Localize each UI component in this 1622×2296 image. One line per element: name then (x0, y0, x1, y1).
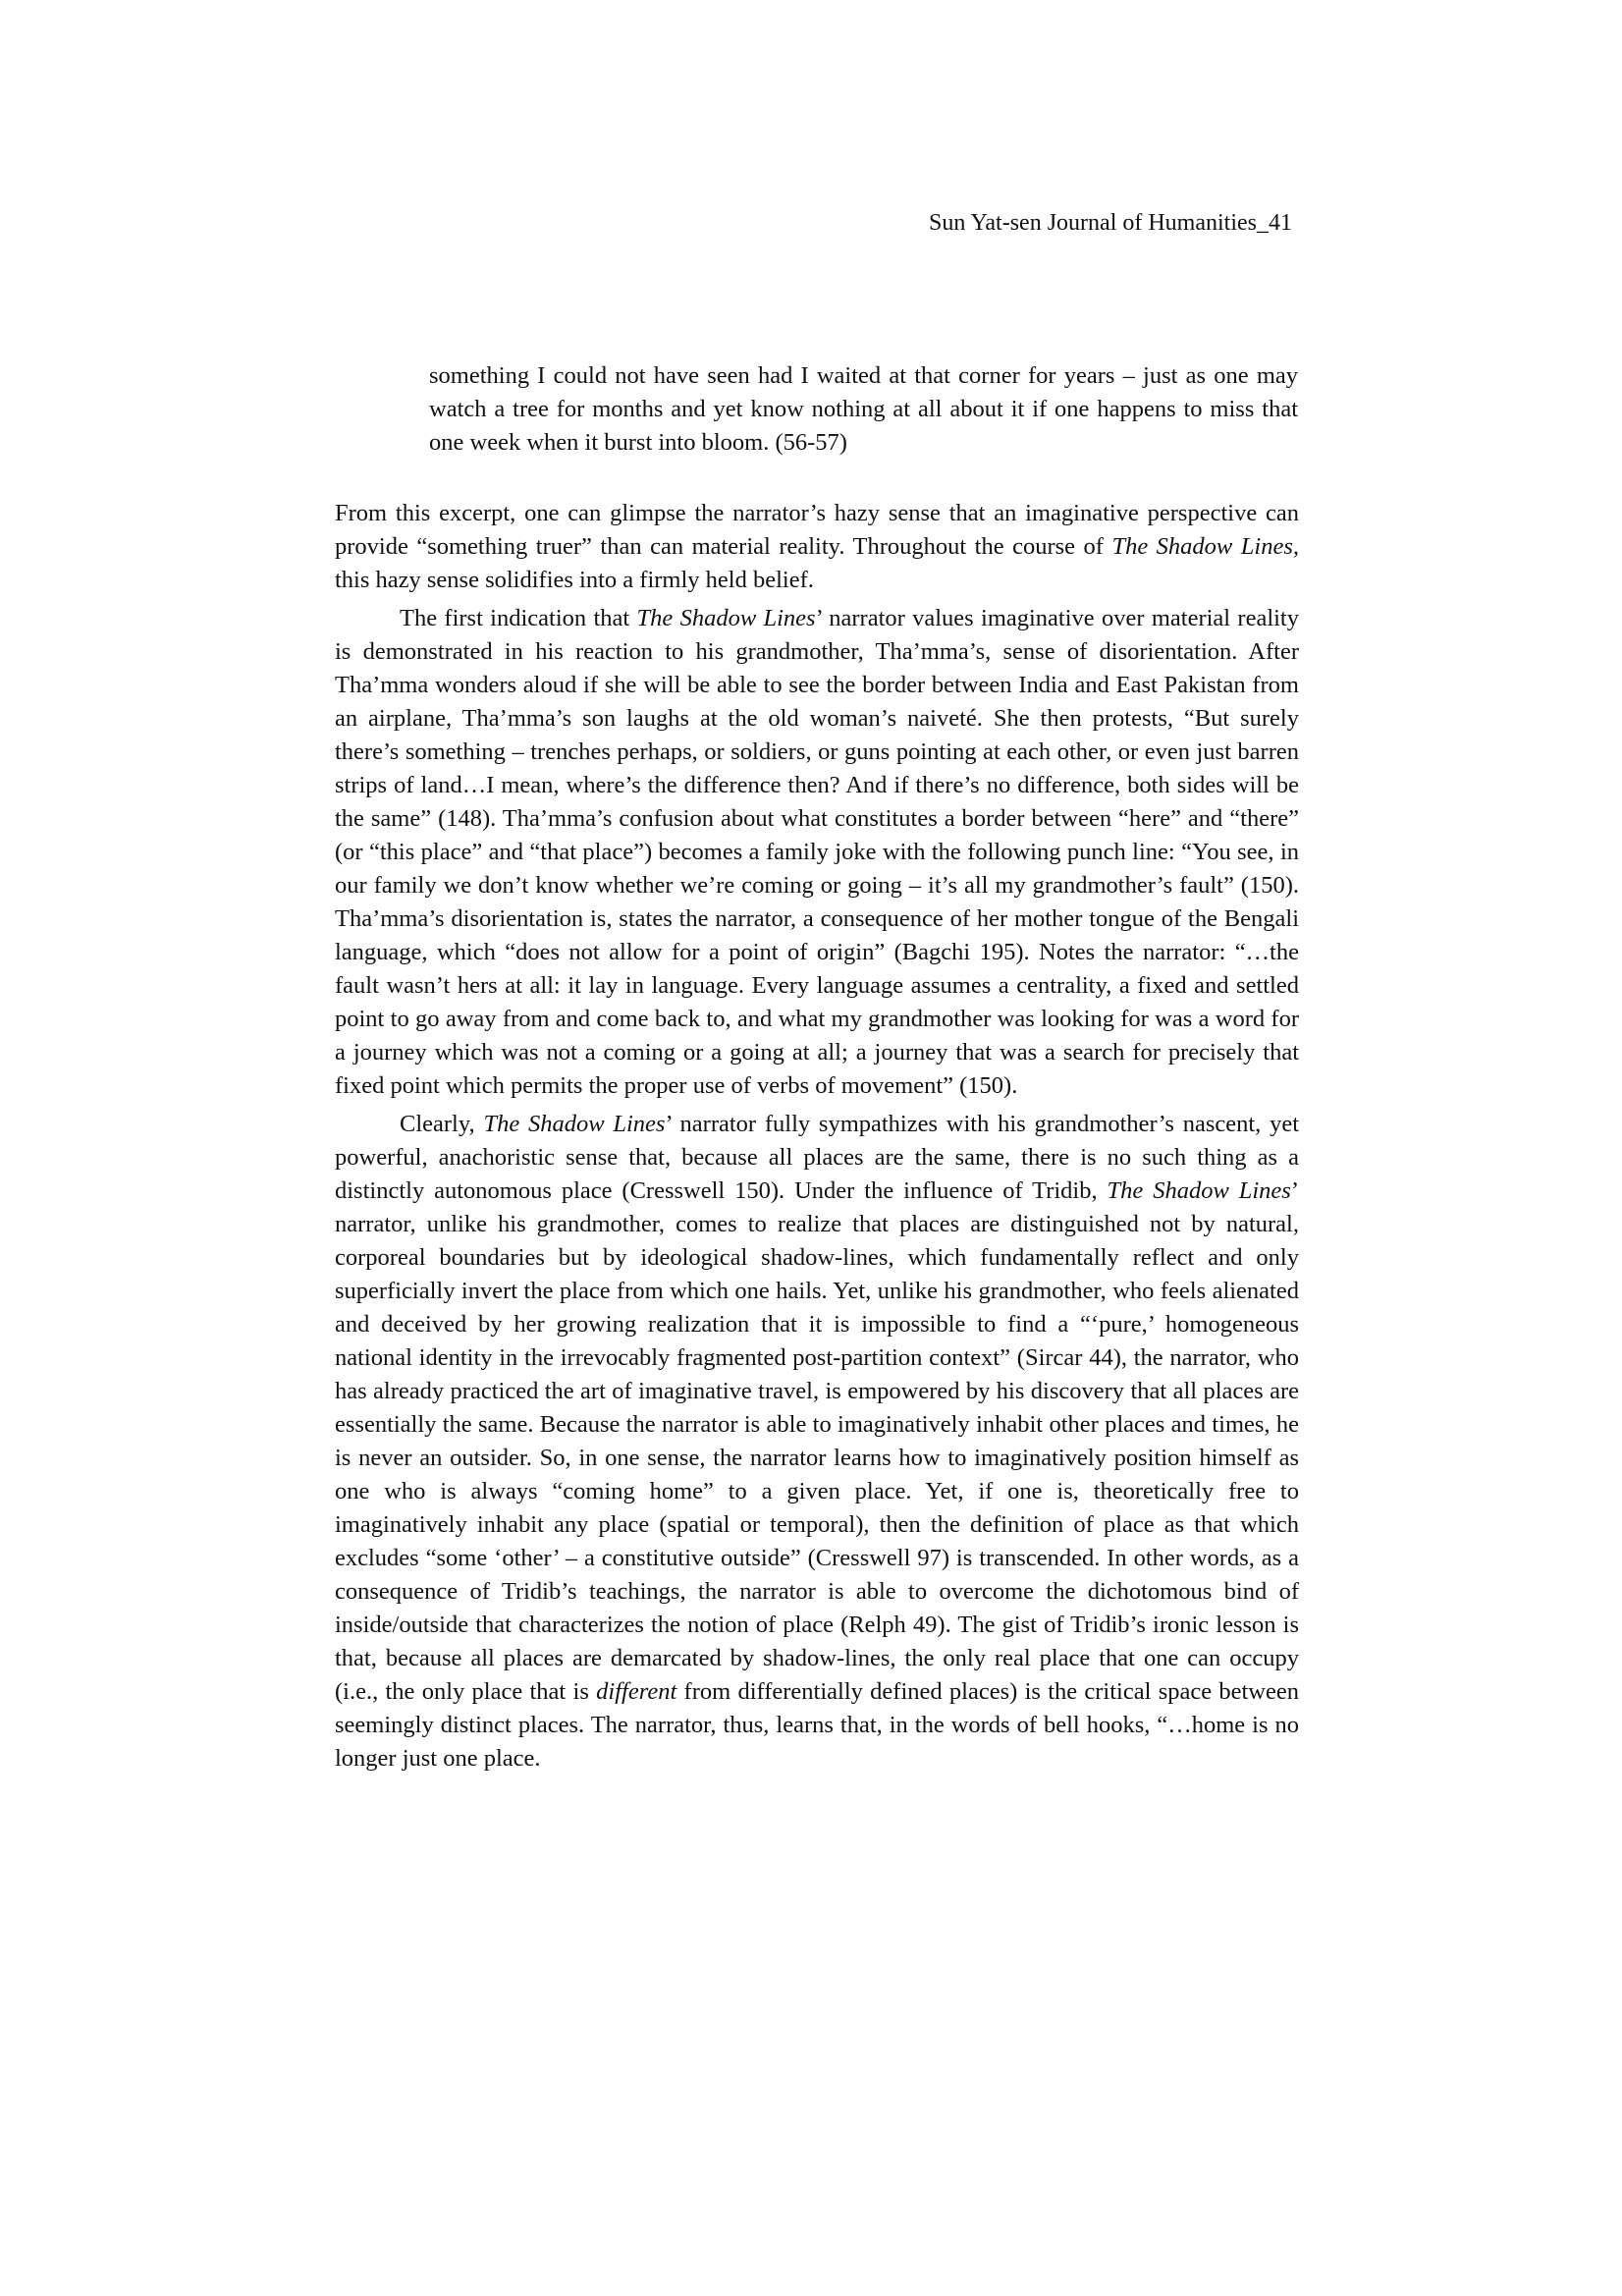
emphasis-different: different (596, 1678, 677, 1705)
paragraph-2-text-b: ’ narrator values imaginative over material reality is demonstrated in his reaction to his grandmother, Tha’mma’s, sense of disorientation. After Tha’mma wonders aloud if she will be able to see the border between India and East Pakistan from an airplane, Tha’mma’s son laughs at the old woman’s naiveté. She then protests, “But surely there’s something – trenches perhaps, or soldiers, or guns pointing at each other, or even just barren strips of land…I mean, where’s the difference then? And if there’s no difference, both sides will be the same” (148). Tha’mma’s confusion about what constitutes a border between “here” and “there” (or “this place” and “that place”) becomes a family joke with the following punch line: “You see, in our family we don’t know whether we’re coming or going – it’s all my grandmother’s fault” (150). Tha’mma’s disorientation is, states the narrator, a consequence of her mother tongue of the Bengali language, which “does not allow for a point of origin” (Bagchi 195). Notes the narrator: “…the fault wasn’t hers at all: it lay in language. Every language assumes a centrality, a fixed and settled point to go away from and come back to, and what my grandmother was looking for was a word for a journey which was not a coming or a going at all; a journey that was a search for precisely that fixed point which permits the proper use of verbs of movement” (150). (335, 605, 1299, 1099)
paragraph-3 (335, 1108, 1299, 1776)
book-title: The Shadow Lines (636, 605, 816, 631)
paragraph-1-text-a: From this excerpt, one can glimpse the narrator’s hazy sense that an imaginative perspective can provide “something truer” than can material reality. Throughout the course of (335, 500, 1299, 560)
body-text (335, 491, 1299, 1776)
running-header: Sun Yat-sen Journal of Humanities_41 (929, 210, 1292, 236)
paragraph-1-text-b: this hazy sense solidifies into a firmly held belief. (335, 567, 814, 593)
book-title: The Shadow Lines (1107, 1177, 1291, 1204)
paragraph-1 (335, 497, 1299, 597)
book-title: The Shadow Lines (483, 1111, 666, 1137)
paragraph-2 (335, 602, 1299, 1103)
paragraph-3-text-c: ’ narrator, unlike his grandmother, comes to realize that places are distinguished not by natural, corporeal boundaries but by ideological shadow-lines, which fundamentally reflect and only superficially invert the place from which one hails. Yet, unlike his grandmother, who feels alienated and deceived by her growing realization that it is impossible to find a “‘pure,’ homogeneous national identity in the irrevocably fragmented post-partition context” (Sircar 44), the narrator, who has already practiced the art of imaginative travel, is empowered by his discovery that all places are essentially the same. Because the narrator is able to imaginatively inhabit other places and times, he is never an outsider. So, in one sense, the narrator learns how to imaginatively position himself as one who is always “coming home” to a given place. Yet, if one is, theoretically free to imaginatively inhabit any place (spatial or temporal), then the definition of place as that which excludes “some ‘other’ – a constitutive outside” (Cresswell 97) is transcended. In other words, as a consequence of Tridib’s teachings, the narrator is able to overcome the dichotomous bind of inside/outside that characterizes the notion of place (Relph 49). The gist of Tridib’s ironic lesson is that, because all places are demarcated by shadow-lines, the only real place that one can occupy (i.e., the only place that is (335, 1177, 1299, 1705)
block-quote: something I could not have seen had I waited at that corner for years – just as one may watch a tree for months and yet know nothing at all about it if one happens to miss that one week when it burst into bloom. (56-57) (429, 362, 1298, 456)
paragraph-3-text-b: ’ narrator fully sympathizes with his grandmother’s nascent, yet powerful, anachoristic sense that, because all places are the same, there is no such thing as a distinctly autonomous place (Cresswell 150). Under the influence of Tridib, (335, 1111, 1300, 1204)
paragraph-3-text-d: from differentially defined places) is the critical space between seemingly distinct places. The narrator, thus, learns that, in the words of bell hooks, “…home is no longer just one place. (335, 1678, 1300, 1772)
book-title: The Shadow Lines, (1111, 533, 1299, 560)
paragraph-3-text-a: Clearly, (400, 1111, 484, 1137)
paragraph-2-text-a: The first indication that (400, 605, 637, 631)
